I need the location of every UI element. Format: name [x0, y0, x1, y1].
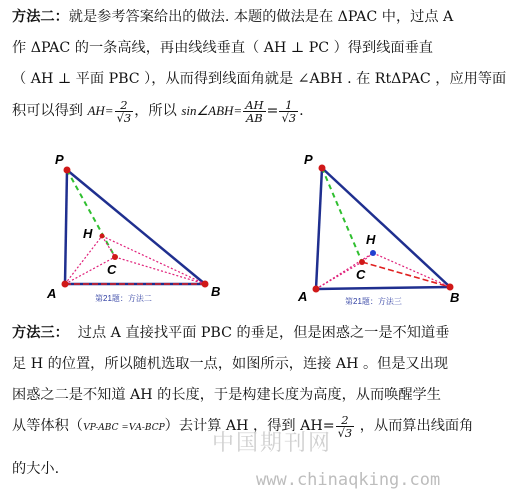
caption-method3: 第21题：方法三	[345, 297, 402, 306]
volume-subscript-2: A-BCP	[135, 423, 165, 433]
point-P	[64, 167, 71, 174]
fraction-numerator: AH	[245, 97, 264, 112]
figure-method3	[300, 150, 475, 310]
method3-label: 方法三：	[12, 325, 69, 341]
method2-label: 方法二：	[12, 9, 69, 25]
method3-text-4f: ）去计算 AH ，得到 AH=	[164, 418, 335, 434]
label-C: C	[356, 267, 366, 282]
caption-method2: 第21题：方法二	[95, 294, 152, 303]
method2-ah-eq: AH=	[87, 103, 114, 118]
edge-PB	[322, 168, 450, 287]
fraction-denominator: AB	[245, 110, 263, 125]
volume-equals: =V	[118, 421, 136, 433]
label-A: A	[47, 286, 57, 301]
label-P: P	[304, 152, 313, 167]
method3-paragraph	[12, 318, 482, 485]
volume-subscript-1: P-ABC	[89, 423, 119, 433]
method2-text-4c: ，所以	[134, 103, 177, 119]
point-P	[319, 165, 326, 172]
method3-text-4g: ，从而算出线面角	[355, 418, 474, 434]
fraction-2-over-sqrt3	[115, 99, 134, 124]
edge-PC	[322, 168, 362, 262]
fraction-numerator: 1	[279, 99, 298, 112]
edge-HB	[373, 253, 450, 287]
point-H	[370, 250, 376, 256]
point-B	[202, 281, 209, 288]
label-P: P	[55, 152, 64, 167]
method2-sin-eq: sin∠ABH=	[181, 103, 243, 118]
method2-line-3: （ AH ⊥ 平面 PBC ），从而得到线面角就是 ∠ABH . 在 RtΔPAC ，应用等面	[12, 71, 506, 87]
fraction-denominator: √3	[116, 110, 132, 125]
label-H: H	[366, 232, 376, 247]
watermark-url: www.chinaqking.com	[256, 470, 441, 490]
method2-line-2: 作 ΔPAC 的一条高线，再由线线垂直（ AH ⊥ PC ）得到线面垂直	[12, 40, 433, 56]
point-A	[62, 281, 69, 288]
point-H	[100, 234, 105, 239]
point-A	[313, 286, 320, 293]
watermark-cn: 中国期刊网	[212, 431, 333, 456]
edge-CB	[115, 257, 205, 284]
method3-line-1	[12, 318, 482, 349]
method3-line-2: 足 H 的位置，所以随机选取一点，如图所示，连接 AH 。但是又出现	[12, 356, 449, 372]
method2-text-4a: 积可以得到	[12, 103, 83, 119]
label-H: H	[83, 226, 93, 241]
method2-period: .	[299, 103, 304, 119]
label-C: C	[107, 262, 117, 277]
fraction-1-over-sqrt3	[279, 99, 298, 124]
fraction-numerator: 2	[336, 414, 355, 427]
point-C	[112, 254, 118, 260]
fraction-denominator: √3	[281, 110, 297, 125]
volume-symbol: V	[82, 421, 90, 433]
edge-HB	[102, 236, 205, 284]
fraction-numerator: 2	[115, 99, 134, 112]
fraction-ah-over-ab	[243, 99, 265, 124]
edge-AH	[65, 236, 102, 284]
method2-paragraph	[12, 2, 506, 126]
method3-line-5: 的大小.	[12, 461, 60, 477]
edge-PA	[65, 170, 67, 284]
label-A: A	[298, 289, 308, 304]
method3-text-4a: 从等体积（	[12, 418, 83, 434]
method3-line-3: 困惑之二是不知道 AH 的长度，于是构建长度为高度，从而唤醒学生	[12, 387, 441, 403]
fraction-denominator: √3	[337, 425, 353, 440]
label-B: B	[211, 284, 221, 299]
method2-line-1	[12, 2, 482, 33]
method2-text-1: 就是参考答案给出的做法. 本题的做法是在 ΔPAC 中，过点 A	[68, 9, 454, 25]
edge-HC	[102, 236, 115, 257]
method3-text-1: 过点 A 直接找平面 PBC 的垂足，但是困惑之一是不知道垂	[77, 325, 450, 341]
edge-PA	[316, 168, 322, 289]
figure-method2	[47, 150, 225, 310]
method2-line-4: 积可以得到 AH= $\frac{2}{√3}$ ，所以 sin∠ABH= $\frac{AH}{AB}$ = $\frac{1}{√3}$ .	[12, 97, 304, 125]
point-C	[359, 259, 365, 265]
fraction-2-over-sqrt3	[336, 414, 355, 439]
label-B: B	[450, 290, 460, 305]
edge-AB	[316, 287, 450, 289]
edge-PC	[67, 170, 115, 257]
